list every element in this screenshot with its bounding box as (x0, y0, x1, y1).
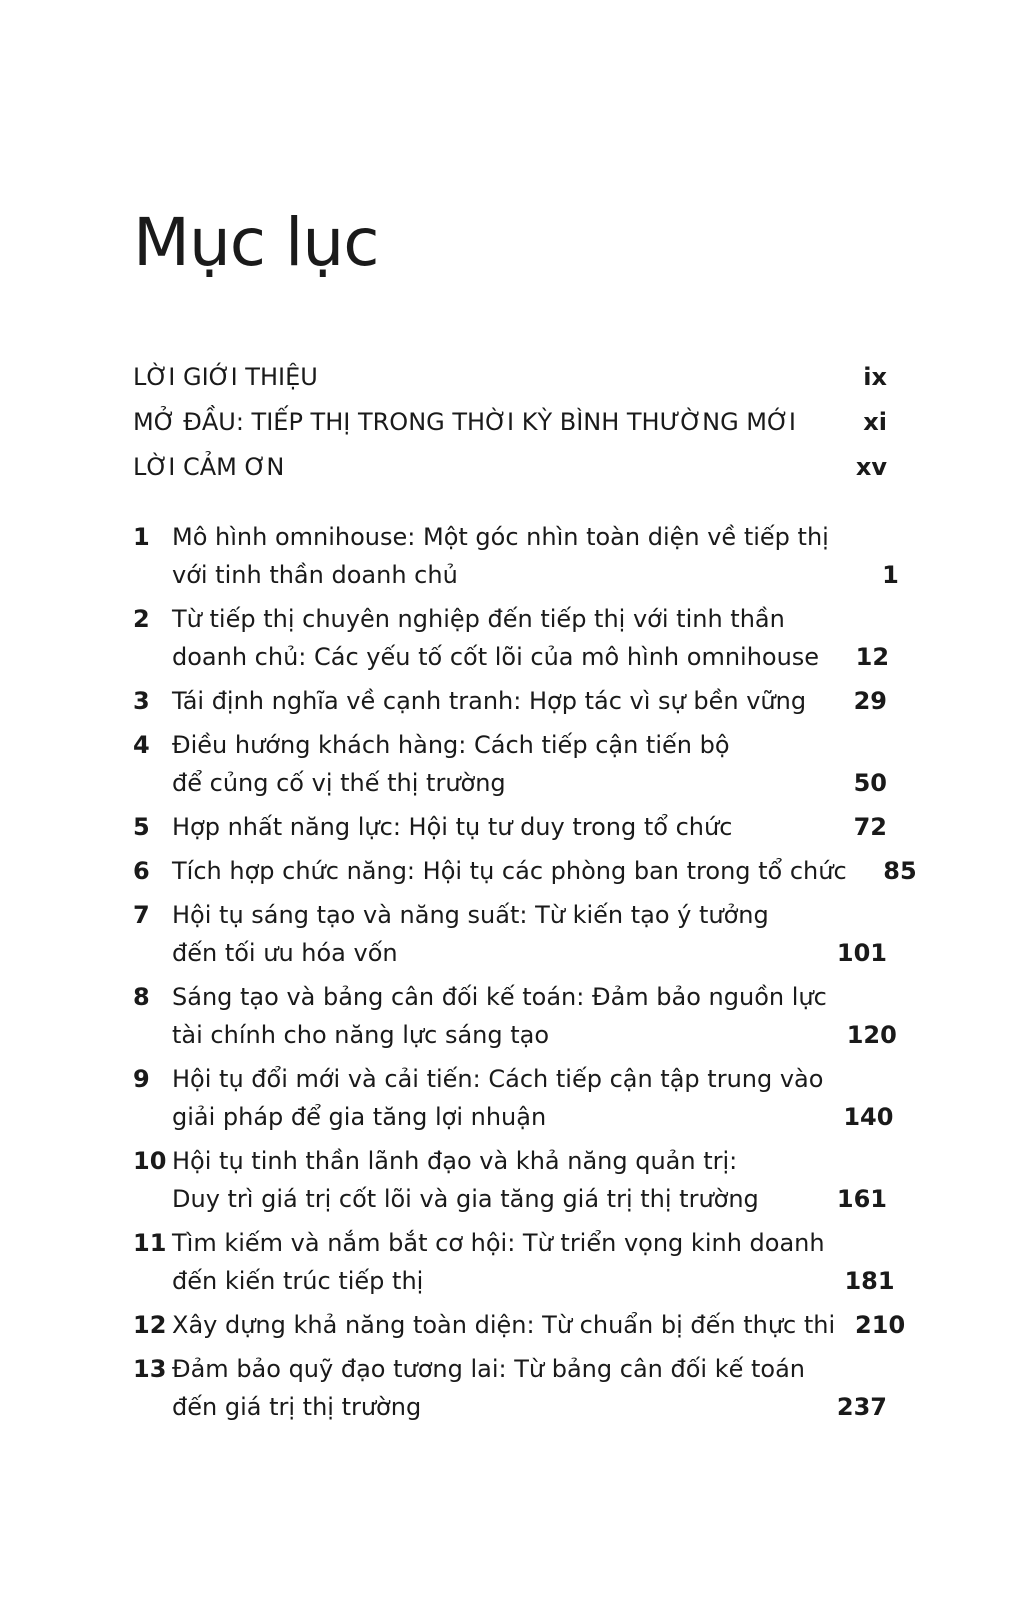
front-matter-label: MỞ ĐẦU: TIẾP THỊ TRONG THỜI KỲ BÌNH THƯỜNG MỚI (133, 408, 796, 436)
front-matter-list (133, 358, 887, 493)
chapter-title-line: doanh chủ: Các yếu tố cốt lõi của mô hình omnihouse (172, 643, 820, 671)
front-matter-label: LỜI GIỚI THIỆU (133, 363, 318, 391)
chapter-number: 1 (133, 523, 150, 551)
chapter-title (172, 1306, 845, 1344)
chapter-item[interactable] (133, 978, 897, 1054)
chapter-title-line: Sáng tạo và bảng cân đối kế toán: Đảm bảo nguồn lực (172, 983, 827, 1011)
chapter-title (172, 852, 857, 890)
chapter-number: 8 (133, 983, 150, 1011)
chapter-title (172, 978, 837, 1054)
chapter-title-line: Từ tiếp thị chuyên nghiệp đến tiếp thị với tinh thần (172, 605, 785, 633)
chapter-page: 85 (883, 857, 917, 885)
chapter-page: 140 (843, 1103, 894, 1131)
chapter-title-line: Điều hướng khách hàng: Cách tiếp cận tiến bộ (172, 731, 730, 759)
chapter-title-line: Hội tụ đổi mới và cải tiến: Cách tiếp cận tập trung vào (172, 1065, 824, 1093)
chapter-title (172, 518, 839, 594)
chapter-number: 7 (133, 901, 150, 929)
chapter-title (172, 1142, 827, 1218)
page-title: Mục lục (133, 204, 379, 281)
chapter-number: 4 (133, 731, 150, 759)
chapter-title-line: Xây dựng khả năng toàn diện: Từ chuẩn bị đến thực thi (172, 1311, 836, 1339)
chapter-list (133, 518, 917, 1432)
chapter-item[interactable] (133, 852, 917, 890)
chapter-page: 50 (853, 769, 887, 797)
chapter-title (172, 808, 827, 846)
chapter-item[interactable] (133, 1224, 895, 1300)
chapter-page: 12 (855, 643, 890, 671)
chapter-page: 72 (853, 813, 887, 841)
chapter-page: 181 (844, 1267, 895, 1295)
front-matter-page: xi (863, 408, 887, 436)
chapter-item[interactable] (133, 1306, 906, 1344)
chapter-page: 237 (836, 1393, 887, 1421)
chapter-item[interactable] (133, 518, 899, 594)
chapter-number: 13 (133, 1355, 167, 1383)
chapter-item[interactable] (133, 1060, 894, 1136)
chapter-number: 10 (133, 1147, 167, 1175)
chapter-number: 9 (133, 1065, 150, 1093)
front-matter-item[interactable] (133, 358, 887, 403)
chapter-title-line: đến kiến trúc tiếp thị (172, 1267, 424, 1295)
chapter-title-line: đến giá trị thị trường (172, 1393, 422, 1421)
chapter-number: 5 (133, 813, 150, 841)
chapter-title-line: Hội tụ sáng tạo và năng suất: Từ kiến tạo ý tưởng (172, 901, 769, 929)
chapter-title (172, 1060, 833, 1136)
chapter-title-line: để củng cố vị thế thị trường (172, 769, 506, 797)
chapter-title (172, 726, 827, 802)
chapter-page: 1 (882, 561, 899, 589)
chapter-title (172, 600, 829, 676)
chapter-title-line: Tìm kiếm và nắm bắt cơ hội: Từ triển vọng kinh doanh (172, 1229, 825, 1257)
chapter-page: 120 (846, 1021, 897, 1049)
chapter-title-line: Tích hợp chức năng: Hội tụ các phòng ban trong tổ chức (172, 857, 847, 885)
chapter-title-line: Đảm bảo quỹ đạo tương lai: Từ bảng cân đối kế toán (172, 1355, 806, 1383)
chapter-number: 6 (133, 857, 150, 885)
chapter-item[interactable] (133, 600, 890, 676)
front-matter-item[interactable] (133, 403, 887, 448)
chapter-page: 210 (855, 1311, 906, 1339)
chapter-number: 11 (133, 1229, 167, 1257)
chapter-title-line: Duy trì giá trị cốt lõi và gia tăng giá trị thị trường (172, 1185, 759, 1213)
front-matter-label: LỜI CẢM ƠN (133, 453, 285, 481)
chapter-page: 29 (853, 687, 887, 715)
chapter-title (172, 1224, 835, 1300)
chapter-number: 2 (133, 605, 150, 633)
front-matter-page: xv (855, 453, 887, 481)
chapter-item[interactable] (133, 682, 887, 720)
chapter-title (172, 682, 827, 720)
chapter-page: 101 (836, 939, 887, 967)
chapter-title (172, 896, 827, 972)
chapter-title-line: Mô hình omnihouse: Một góc nhìn toàn diện về tiếp thị (172, 523, 829, 551)
chapter-title-line: tài chính cho năng lực sáng tạo (172, 1021, 550, 1049)
chapter-item[interactable] (133, 726, 887, 802)
chapter-title (172, 1350, 827, 1426)
chapter-number: 3 (133, 687, 150, 715)
chapter-title-line: với tinh thần doanh chủ (172, 561, 458, 589)
chapter-title-line: đến tối ưu hóa vốn (172, 939, 398, 967)
chapter-item[interactable] (133, 1350, 887, 1426)
chapter-number: 12 (133, 1311, 167, 1339)
front-matter-item[interactable] (133, 448, 887, 493)
chapter-item[interactable] (133, 808, 887, 846)
chapter-title-line: giải pháp để gia tăng lợi nhuận (172, 1103, 547, 1131)
chapter-title-line: Hội tụ tinh thần lãnh đạo và khả năng quản trị: (172, 1147, 738, 1175)
chapter-title-line: Hợp nhất năng lực: Hội tụ tư duy trong tổ chức (172, 813, 733, 841)
front-matter-page: ix (863, 363, 887, 391)
chapter-item[interactable] (133, 1142, 887, 1218)
chapter-page: 161 (836, 1185, 887, 1213)
chapter-item[interactable] (133, 896, 887, 972)
chapter-title-line: Tái định nghĩa về cạnh tranh: Hợp tác vì sự bền vững (172, 687, 807, 715)
